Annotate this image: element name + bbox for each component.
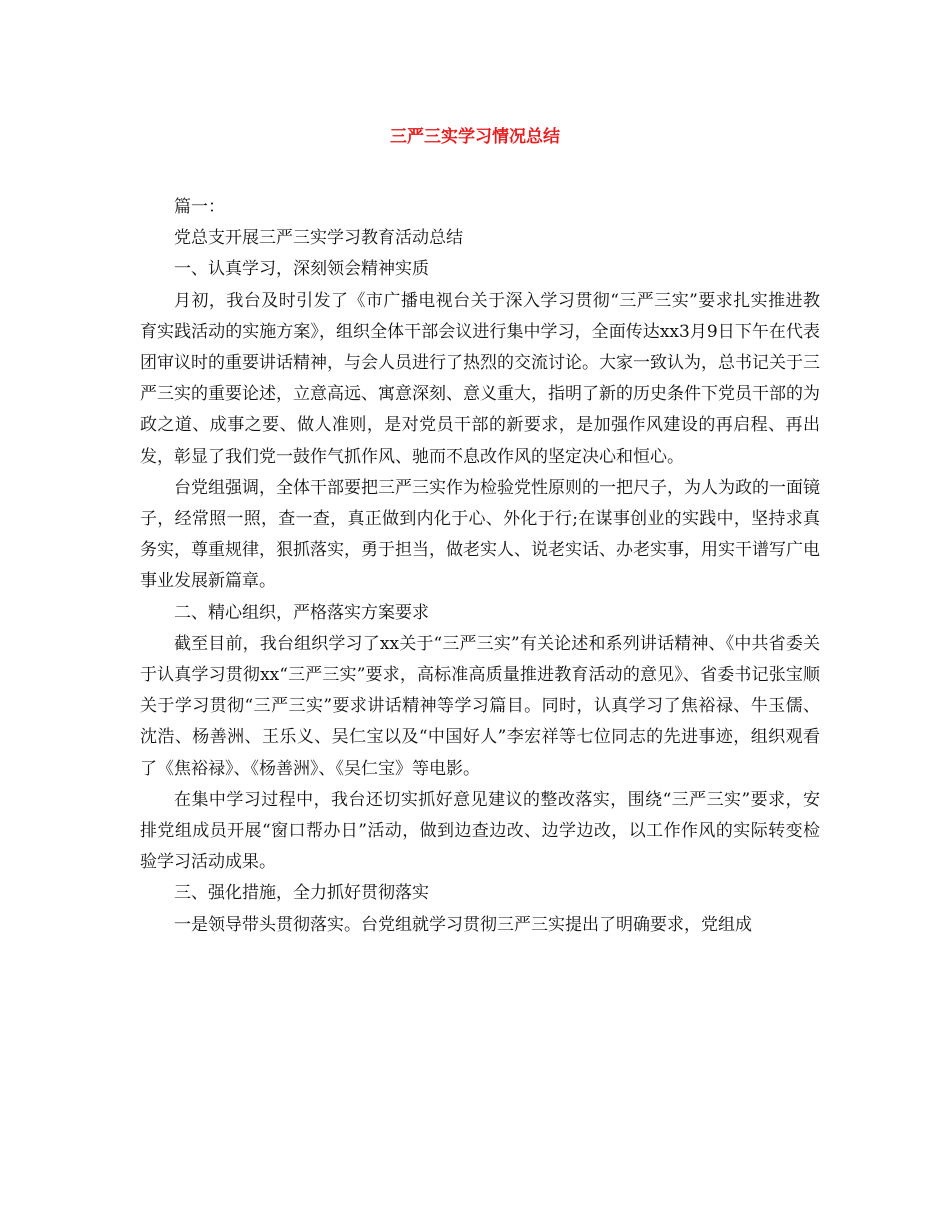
section-label: 篇一： (174, 197, 225, 217)
document-title: 三严三实学习情况总结 (390, 127, 560, 147)
paragraph-3: 截至目前，我台组织学习了xx关于“三严三实”有关论述和系列讲话精神、《中共省委关于认真学习贯彻xx“三严三实”要求，高标准高质量推进教育活动的意见》、省委书记张宝顺关于学习贯彻“三严三实”要求讲话精神等学习篇目。同时，认真学习了焦裕禄、牛玉儒、沈浩、杨善洲、王乐义、吴仁宝以及“中国好人”李宏祥等七位同志的先进事迹，组织观看了《焦裕禄》、《杨善洲》、《吴仁宝》等电影。 (140, 633, 820, 779)
document-body (140, 192, 820, 941)
paragraph-4: 在集中学习过程中，我台还切实抓好意见建议的整改落实，围绕“三严三实”要求，安排党组成员开展“窗口帮办日”活动，做到边查边改、边学边改，以工作作风的实际转变检验学习活动成果。 (140, 789, 820, 873)
paragraph-2: 台党组强调，全体干部要把三严三实作为检验党性原则的一把尺子，为人为政的一面镜子，经常照一照，查一查，真正做到内化于心、外化于行;在谋事创业的实践中，坚持求真务实，尊重规律，狠抓落实，勇于担当，做老实人、说老实话、办老实事，用实干谱写广电事业发展新篇章。 (140, 477, 820, 592)
section-heading-2: 二、精心组织，严格落实方案要求 (174, 602, 429, 623)
section-heading-3: 三、强化措施，全力抓好贯彻落实 (174, 883, 429, 904)
paragraph-5: 一是领导带头贯彻落实。台党组就学习贯彻三严三实提出了明确要求，党组成 (174, 914, 752, 935)
paragraph-1: 月初，我台及时引发了《市广播电视台关于深入学习贯彻“三严三实”要求扎实推进教育实践活动的实施方案》，组织全体干部会议进行集中学习，全面传达xx3月9日下午在代表团审议时的重要讲话精神，与会人员进行了热烈的交流讨论。大家一致认为，总书记关于三严三实的重要论述，立意高远、寓意深刻、意义重大，指明了新的历史条件下党员干部的为政之道、成事之要、做人准则，是对党员干部的新要求，是加强作风建设的再启程、再出发，彰显了我们党一鼓作气抓作风、驰而不息改作风的坚定决心和恒心。 (140, 290, 820, 467)
section-heading-1: 一、认真学习，深刻领会精神实质 (174, 259, 429, 280)
subtitle: 党总支开展三严三实学习教育活动总结 (174, 228, 463, 249)
